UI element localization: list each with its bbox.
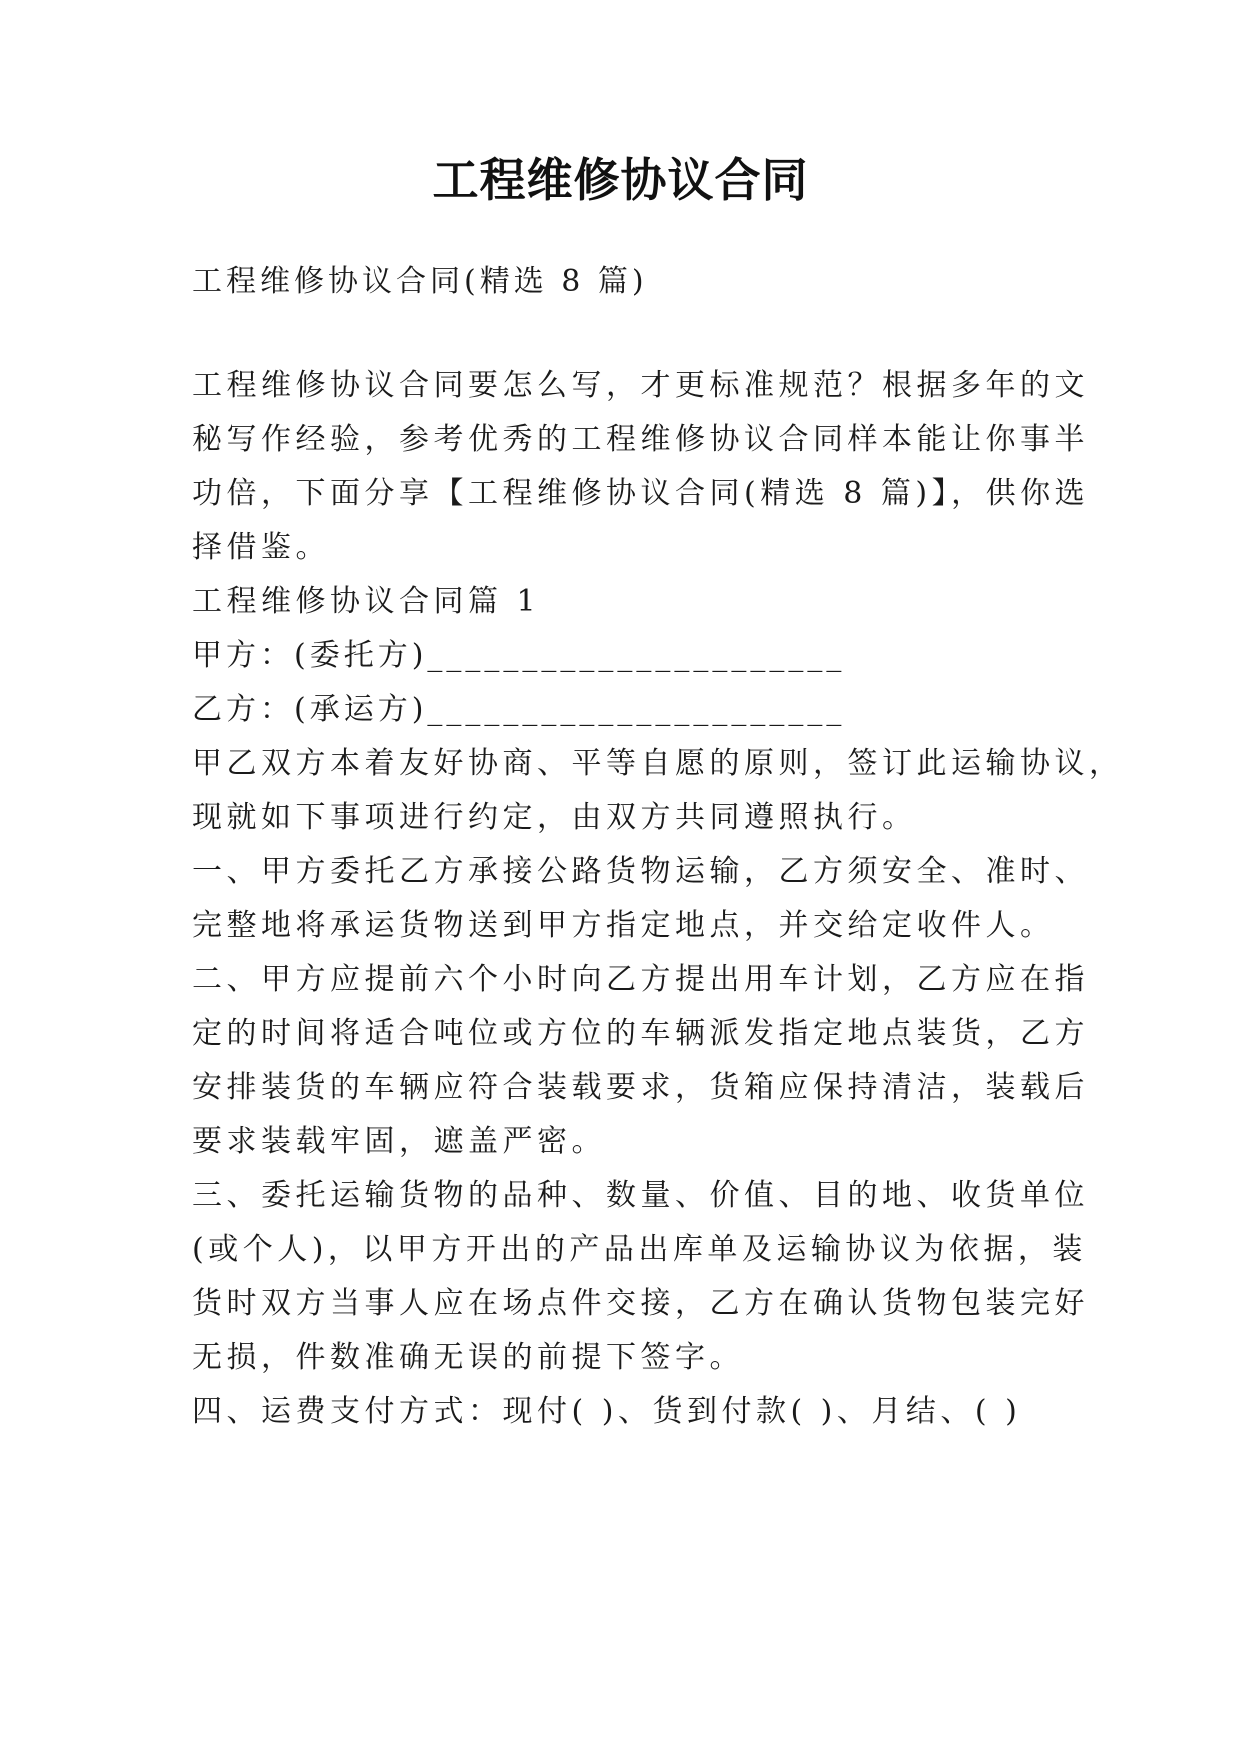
- clause-line: 定的时间将适合吨位或方位的车辆派发指定地点装货，乙方: [192, 1016, 1089, 1051]
- clause-line: 二、甲方应提前六个小时向乙方提出用车计划，乙方应在指: [192, 962, 1089, 997]
- paragraph-line: 秘写作经验，参考优秀的工程维修协议合同样本能让你事半: [192, 422, 1089, 457]
- paragraph-line: 现就如下事项进行约定，由双方共同遵照执行。: [192, 800, 917, 835]
- clause-line: 货时双方当事人应在场点件交接，乙方在确认货物包装完好: [192, 1286, 1089, 1321]
- party-b-line: 乙方：(承运方)______________________: [192, 692, 846, 727]
- paragraph-line: 工程维修协议合同要怎么写，才更标准规范？根据多年的文: [192, 368, 1089, 403]
- document-subtitle: 工程维修协议合同(精选 8 篇): [192, 264, 648, 299]
- clause-line: (或个人)，以甲方开出的产品出库单及运输协议为依据，装: [192, 1232, 1087, 1267]
- section-heading: 工程维修协议合同篇 1: [192, 584, 541, 619]
- paragraph-line: 功倍，下面分享【工程维修协议合同(精选 8 篇)】，供你选: [192, 476, 1090, 511]
- clause-line: 三、委托运输货物的品种、数量、价值、目的地、收货单位: [192, 1178, 1089, 1213]
- clause-line: 一、甲方委托乙方承接公路货物运输，乙方须安全、准时、: [192, 854, 1089, 889]
- clause-line: 安排装货的车辆应符合装载要求，货箱应保持清洁，装载后: [192, 1070, 1089, 1105]
- clause-line: 要求装载牢固，遮盖严密。: [192, 1124, 606, 1159]
- paragraph-line: 甲乙双方本着友好协商、平等自愿的原则，签订此运输协议，: [192, 746, 1124, 781]
- paragraph-line: 择借鉴。: [192, 530, 330, 565]
- clause-line: 完整地将承运货物送到甲方指定地点，并交给定收件人。: [192, 908, 1055, 943]
- clause-line: 无损，件数准确无误的前提下签字。: [192, 1340, 744, 1375]
- clause-line: 四、运费支付方式：现付( )、货到付款( )、月结、( ): [192, 1394, 1022, 1429]
- document-title: 工程维修协议合同: [432, 153, 809, 207]
- party-a-line: 甲方：(委托方)______________________: [192, 638, 846, 673]
